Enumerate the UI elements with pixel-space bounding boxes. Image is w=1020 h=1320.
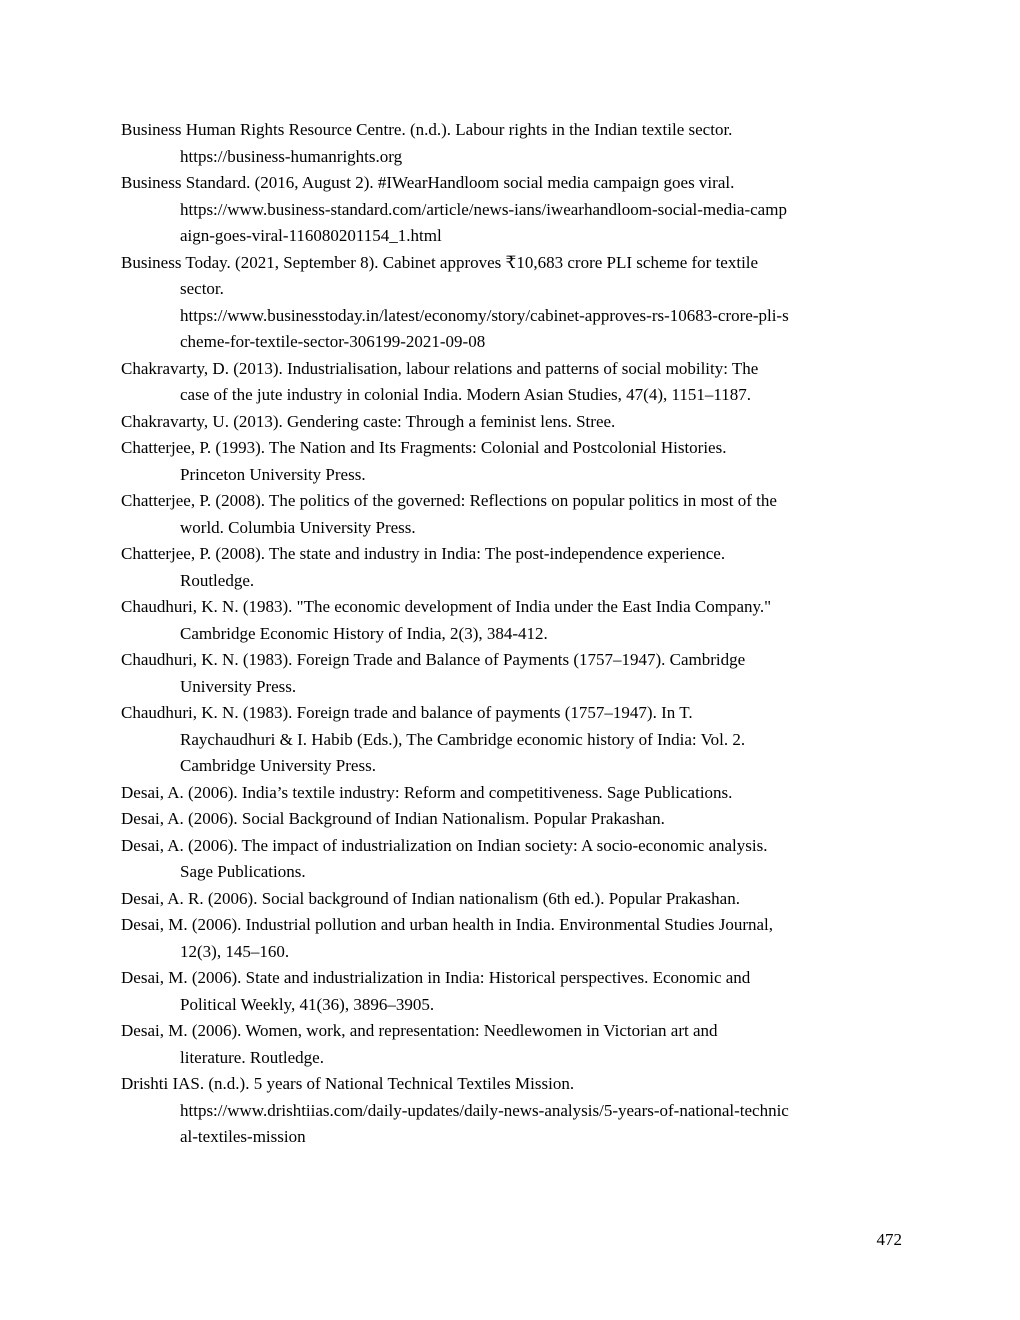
reference-entry <box>121 541 931 594</box>
reference-entry <box>121 117 931 170</box>
reference-continuation-line: https://www.business-standard.com/article/news-ians/iwearhandloom-social-media-camp <box>180 199 787 219</box>
reference-entry <box>121 594 931 647</box>
reference-entry <box>121 780 931 807</box>
reference-continuation-line: world. Columbia University Press. <box>180 517 416 537</box>
reference-line: Chaudhuri, K. N. (1983). Foreign Trade and Balance of Payments (1757–1947). Cambridge <box>121 650 746 669</box>
reference-line: Desai, A. (2006). Social Background of Indian Nationalism. Popular Prakashan. <box>121 809 665 828</box>
reference-line: Desai, M. (2006). State and industrialization in India: Historical perspectives. Economic and <box>121 968 751 987</box>
reference-entry <box>121 356 931 409</box>
reference-continuation-line: al-textiles-mission <box>180 1127 306 1146</box>
reference-continuation-line: https://www.businesstoday.in/latest/economy/story/cabinet-approves-rs-10683-crore-pli-s <box>180 305 789 325</box>
reference-line: Chakravarty, D. (2013). Industrialisation, labour relations and patterns of social mobility: The <box>121 358 759 378</box>
reference-line: Chakravarty, U. (2013). Gendering caste: Through a feminist lens. Stree. <box>121 411 616 431</box>
reference-entry <box>121 488 931 541</box>
reference-entry <box>121 833 931 886</box>
reference-continuation-line: Cambridge Economic History of India, 2(3), 384-412. <box>180 623 548 643</box>
reference-entry <box>121 700 931 780</box>
reference-continuation-line: sector. <box>180 279 224 298</box>
reference-entry <box>121 170 931 250</box>
reference-line: Chaudhuri, K. N. (1983). Foreign trade and balance of payments (1757–1947). In T. <box>121 703 693 722</box>
reference-continuation-line: cheme-for-textile-sector-306199-2021-09-08 <box>180 332 486 351</box>
reference-line: Chatterjee, P. (2008). The state and industry in India: The post-independence experience. <box>121 544 726 563</box>
reference-continuation-line: case of the jute industry in colonial India. Modern Asian Studies, 47(4), 1151–1187. <box>180 385 751 404</box>
reference-line: Business Standard. (2016, August 2). #IWearHandloom social media campaign goes viral. <box>121 173 735 192</box>
reference-continuation-line: Political Weekly, 41(36), 3896–3905. <box>180 994 435 1014</box>
reference-line: Desai, M. (2006). Industrial pollution and urban health in India. Environmental Studies Journal, <box>121 915 774 934</box>
reference-entry <box>121 886 931 913</box>
reference-entry <box>121 806 931 833</box>
reference-continuation-line: literature. Routledge. <box>180 1047 324 1067</box>
reference-line: Chaudhuri, K. N. (1983). "The economic development of India under the East India Company." <box>121 597 772 616</box>
reference-continuation-line: https://www.drishtiias.com/daily-updates/daily-news-analysis/5-years-of-national-technic <box>180 1100 789 1120</box>
reference-continuation-line: Princeton University Press. <box>180 464 366 484</box>
reference-entry <box>121 409 931 436</box>
reference-line: Desai, A. R. (2006). Social background of Indian nationalism (6th ed.). Popular Prakashan. <box>121 888 740 908</box>
references-list <box>121 117 931 1151</box>
reference-line: Desai, M. (2006). Women, work, and representation: Needlewomen in Victorian art and <box>121 1021 718 1040</box>
reference-continuation-line: Sage Publications. <box>180 862 306 881</box>
reference-line: Drishti IAS. (n.d.). 5 years of National Technical Textiles Mission. <box>121 1074 575 1093</box>
reference-line: Desai, A. (2006). The impact of industrialization on Indian society: A socio-economic analysis. <box>121 835 768 855</box>
reference-continuation-line: https://business-humanrights.org <box>180 146 403 166</box>
reference-line: Business Human Rights Resource Centre. (n.d.). Labour rights in the Indian textile sector. <box>121 120 733 139</box>
reference-continuation-line: University Press. <box>180 676 297 696</box>
reference-entry <box>121 965 931 1018</box>
reference-entry <box>121 435 931 488</box>
reference-line: Chatterjee, P. (1993). The Nation and Its Fragments: Colonial and Postcolonial Histories. <box>121 438 727 457</box>
reference-line: Desai, A. (2006). India’s textile industry: Reform and competitiveness. Sage Publications. <box>121 782 733 802</box>
reference-continuation-line: Routledge. <box>180 570 255 590</box>
reference-entry <box>121 1071 931 1151</box>
reference-line: Chatterjee, P. (2008). The politics of the governed: Reflections on popular politics in most of the <box>121 491 777 510</box>
reference-continuation-line: Cambridge University Press. <box>180 756 376 775</box>
reference-entry <box>121 250 931 356</box>
reference-line: Business Today. (2021, September 8). Cabinet approves ₹10,683 crore PLI scheme for textile <box>121 252 759 272</box>
page-number: 472 <box>876 1230 902 1249</box>
reference-entry <box>121 912 931 965</box>
reference-continuation-line: 12(3), 145–160. <box>180 941 290 961</box>
reference-continuation-line: Raychaudhuri & I. Habib (Eds.), The Cambridge economic history of India: Vol. 2. <box>180 729 746 749</box>
reference-entry <box>121 647 931 700</box>
reference-entry <box>121 1018 931 1071</box>
reference-continuation-line: aign-goes-viral-116080201154_1.html <box>180 226 442 245</box>
